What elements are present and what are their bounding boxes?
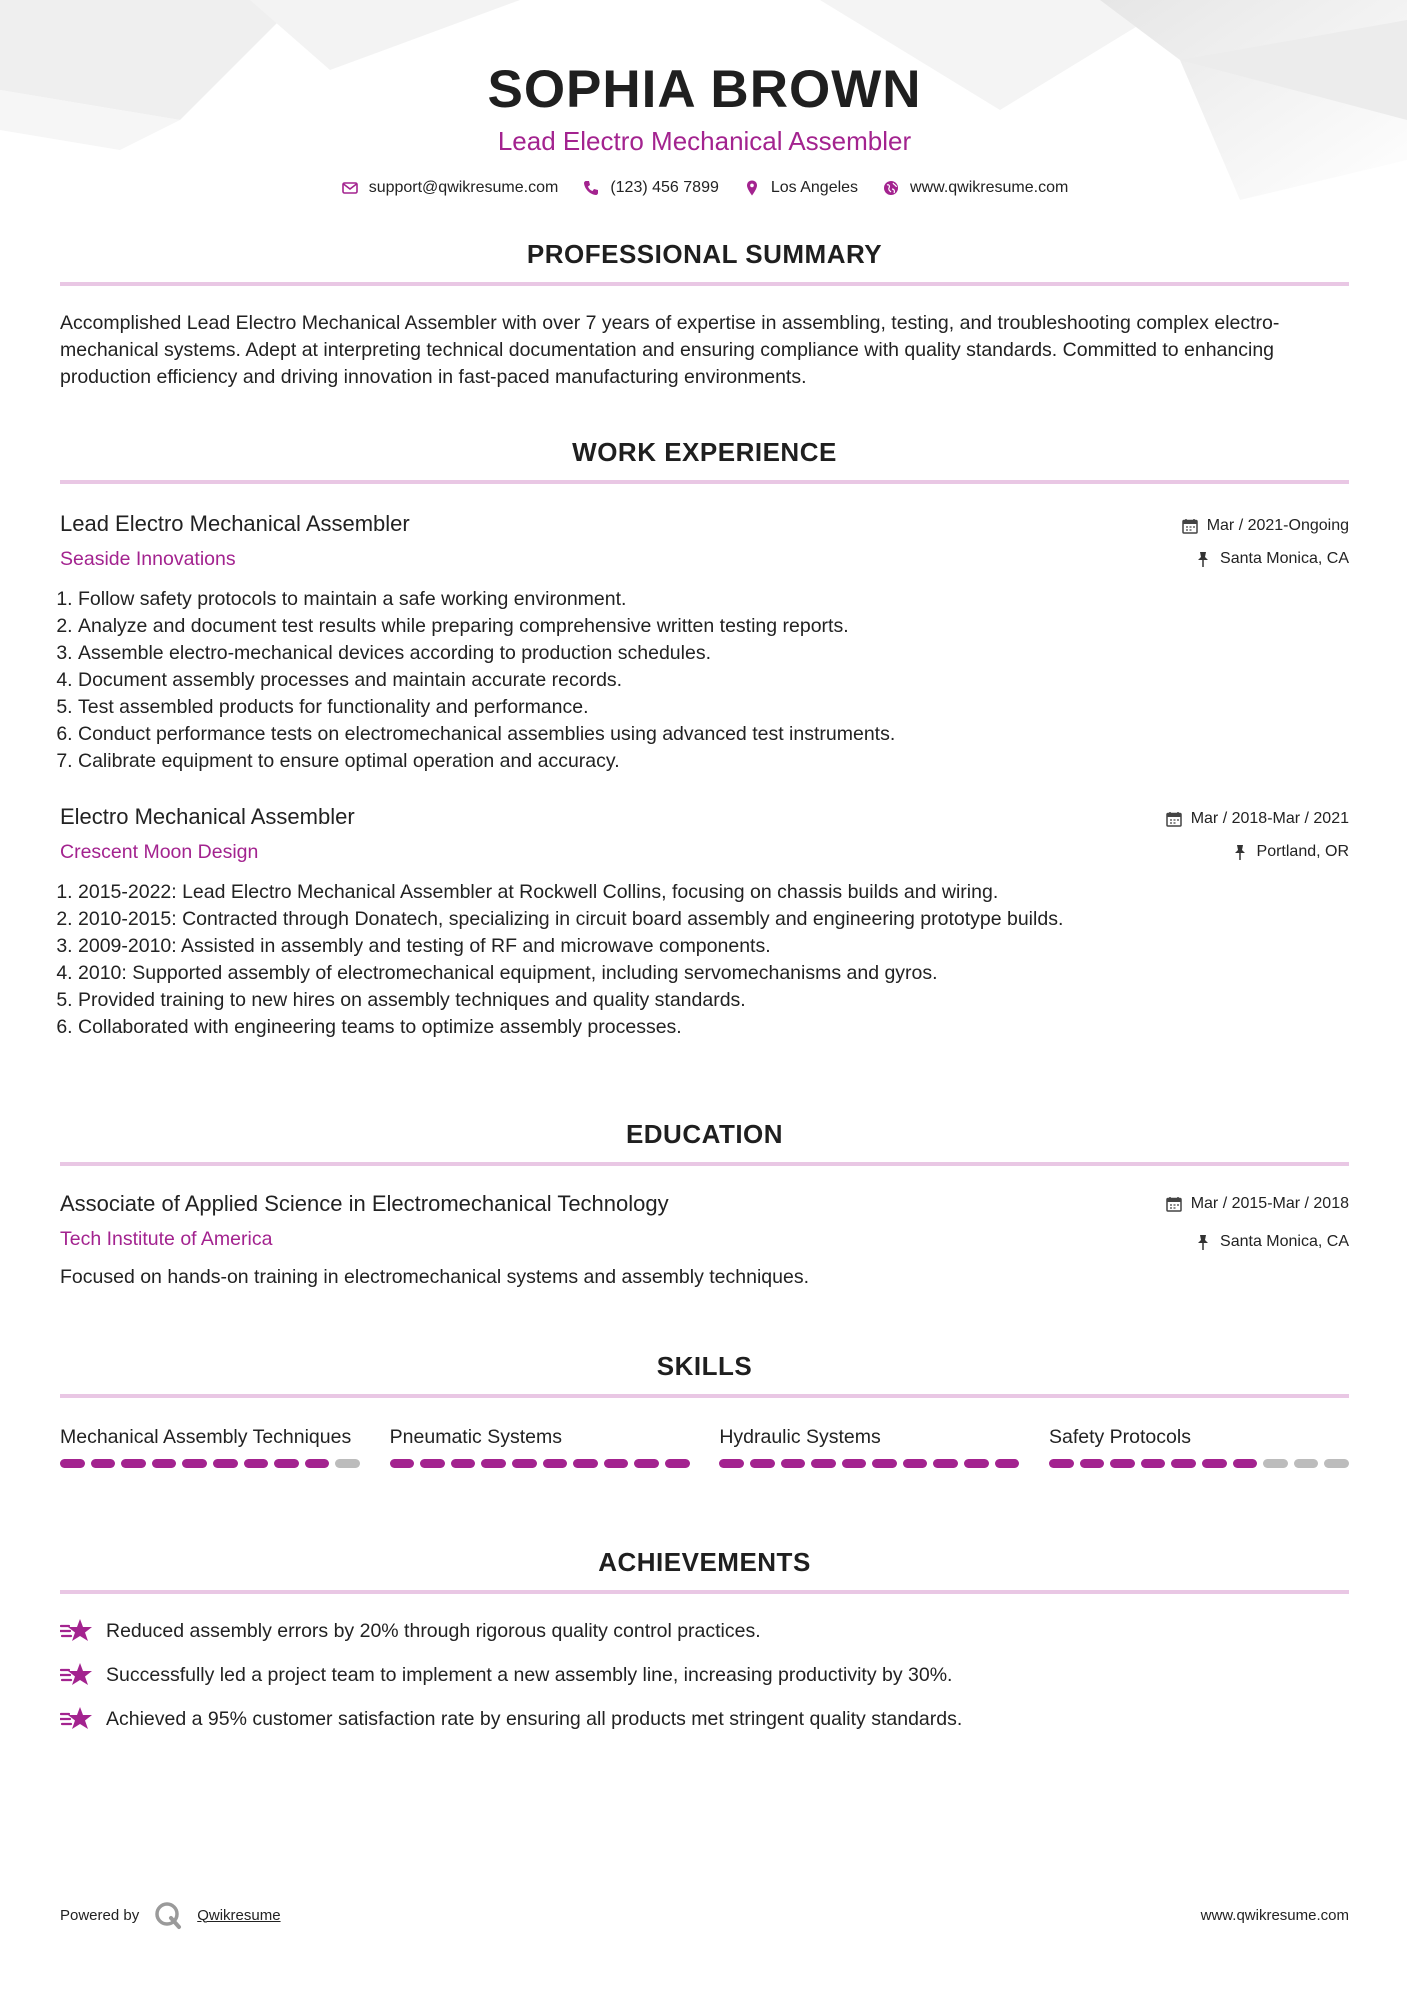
- skill-segment-filled: [964, 1459, 989, 1468]
- education-dates: Mar / 2015-Mar / 2018: [1190, 1195, 1349, 1212]
- skill-segment-filled: [750, 1459, 775, 1468]
- skill-item: [60, 1424, 360, 1468]
- education-description: Focused on hands-on training in electromechanical systems and assembly techniques.: [60, 1266, 809, 1288]
- powered-by: [60, 1900, 281, 1930]
- page-footer: [60, 1900, 1349, 1930]
- map-pin-icon: [743, 179, 761, 197]
- pushpin-icon: [1231, 843, 1249, 861]
- skill-segment-filled: [933, 1459, 958, 1468]
- skill-name: Hydraulic Systems: [719, 1426, 881, 1448]
- skill-name: Pneumatic Systems: [389, 1426, 562, 1448]
- phone-text: (123) 456 7899: [610, 179, 719, 196]
- list-item: 4. 2010: Supported assembly of electromechanical equipment, including servomechanisms and gyros.: [78, 960, 1349, 987]
- star-award-icon: [60, 1705, 94, 1733]
- skill-segment-filled: [1202, 1459, 1227, 1468]
- skill-segment-filled: [995, 1459, 1020, 1468]
- list-item: 1. Follow safety protocols to maintain a safe working environment.: [78, 586, 1349, 613]
- skill-segment-filled: [1233, 1459, 1258, 1468]
- list-item: 3. 2009-2010: Assisted in assembly and testing of RF and microwave components.: [78, 933, 1349, 960]
- skill-segment-filled: [512, 1459, 537, 1468]
- skill-segment-filled: [543, 1459, 568, 1468]
- contact-bar: [60, 179, 1349, 197]
- section-divider: [60, 480, 1349, 484]
- skill-segment-filled: [121, 1459, 146, 1468]
- skill-item: [719, 1424, 1019, 1468]
- skill-segment-empty: [1324, 1459, 1349, 1468]
- list-item: 1. 2015-2022: Lead Electro Mechanical Assembler at Rockwell Collins, focusing on chassis builds and wiring.: [78, 879, 1349, 906]
- section-divider: [60, 1394, 1349, 1398]
- contact-location: [743, 179, 858, 197]
- skills-list: [60, 1424, 1349, 1468]
- job-meta: [1165, 809, 1349, 862]
- achievements-list: [60, 1616, 1349, 1734]
- skill-segment-filled: [1110, 1459, 1135, 1468]
- job-company: Seaside Innovations: [60, 548, 236, 570]
- achievement-text: Successfully led a project team to implement a new assembly line, increasing productivity by 30%.: [106, 1663, 953, 1686]
- phone-icon: [582, 179, 600, 197]
- skill-segment-empty: [1294, 1459, 1319, 1468]
- skill-segment-filled: [274, 1459, 299, 1468]
- summary-section: [60, 238, 1349, 391]
- school-name: Tech Institute of America: [60, 1228, 273, 1250]
- skill-segment-filled: [811, 1459, 836, 1468]
- education-section: [60, 1118, 1349, 1290]
- calendar-icon: [1165, 1195, 1183, 1213]
- section-divider: [60, 1162, 1349, 1166]
- star-award-icon: [60, 1661, 94, 1689]
- contact-email[interactable]: [341, 179, 559, 197]
- list-item: 2. Analyze and document test results while preparing comprehensive written testing reports.: [78, 613, 1349, 640]
- footer-website[interactable]: www.qwikresume.com: [1200, 1906, 1349, 1924]
- skill-segment-filled: [1141, 1459, 1166, 1468]
- skill-segment-filled: [244, 1459, 269, 1468]
- skill-segment-filled: [1080, 1459, 1105, 1468]
- website-text: www.qwikresume.com: [910, 179, 1069, 196]
- list-item: 6. Conduct performance tests on electromechanical assemblies using advanced test instruments.: [78, 721, 1349, 748]
- list-item: 5. Test assembled products for functionality and performance.: [78, 694, 1349, 721]
- job-meta: [1181, 516, 1349, 569]
- summary-text: Accomplished Lead Electro Mechanical Assembler with over 7 years of expertise in assembling, testing, and troubleshooting complex electro-mechanical systems. Adept at interpreting technical documentation and ensuring compliance with quality standards. Committed to enhancing production efficiency and driving innovation in fast-paced manufacturing environments.: [60, 312, 1280, 388]
- email-text: support@qwikresume.com: [368, 179, 559, 196]
- list-item: 3. Assemble electro-mechanical devices according to production schedules.: [78, 640, 1349, 667]
- job-company: Crescent Moon Design: [60, 841, 259, 863]
- skill-segment-filled: [420, 1459, 445, 1468]
- job-entry: [60, 510, 1349, 775]
- skill-segment-filled: [665, 1459, 690, 1468]
- education-entry: [60, 1190, 1349, 1290]
- skills-heading: SKILLS: [656, 1351, 753, 1381]
- skill-name: Mechanical Assembly Techniques: [60, 1426, 352, 1448]
- job-duties-list: [60, 586, 1349, 775]
- achievements-heading: ACHIEVEMENTS: [598, 1547, 811, 1577]
- job-location: Santa Monica, CA: [1220, 550, 1349, 567]
- skill-segment-filled: [481, 1459, 506, 1468]
- skill-segment-filled: [390, 1459, 415, 1468]
- job-dates: Mar / 2021-Ongoing: [1206, 517, 1349, 534]
- contact-website[interactable]: [882, 179, 1068, 197]
- resume-header: [60, 0, 1349, 197]
- skill-segment-empty: [335, 1459, 360, 1468]
- qwikresume-link[interactable]: Qwikresume: [197, 1906, 281, 1924]
- skill-segment-filled: [182, 1459, 207, 1468]
- candidate-role: Lead Electro Mechanical Assembler: [497, 126, 912, 156]
- qwikresume-logo-icon: [153, 1900, 183, 1930]
- section-divider: [60, 282, 1349, 286]
- skill-segment-filled: [1171, 1459, 1196, 1468]
- skill-segment-filled: [305, 1459, 330, 1468]
- skill-segment-filled: [1049, 1459, 1074, 1468]
- skill-level-bar: [1049, 1459, 1349, 1468]
- skill-segment-filled: [152, 1459, 177, 1468]
- skill-segment-filled: [213, 1459, 238, 1468]
- work-experience-heading: WORK EXPERIENCE: [572, 437, 837, 467]
- calendar-icon: [1165, 810, 1183, 828]
- skill-item: [1049, 1424, 1349, 1468]
- list-item: 5. Provided training to new hires on assembly techniques and quality standards.: [78, 987, 1349, 1014]
- skill-segment-filled: [872, 1459, 897, 1468]
- achievement-text: Achieved a 95% customer satisfaction rate by ensuring all products met stringent quality standards.: [106, 1707, 963, 1730]
- skills-section: [60, 1350, 1349, 1468]
- skill-segment-filled: [719, 1459, 744, 1468]
- skill-level-bar: [60, 1459, 360, 1468]
- contact-phone[interactable]: [582, 179, 719, 197]
- list-item: 2. 2010-2015: Contracted through Donatech, specializing in circuit board assembly and engineering prototype builds.: [78, 906, 1349, 933]
- powered-by-label: Powered by: [60, 1906, 140, 1924]
- skill-segment-filled: [60, 1459, 85, 1468]
- education-location: Santa Monica, CA: [1220, 1233, 1349, 1250]
- list-item: [60, 1616, 1349, 1646]
- list-item: [60, 1660, 1349, 1690]
- list-item: 6. Collaborated with engineering teams to optimize assembly processes.: [78, 1014, 1349, 1041]
- resume-page: [60, 0, 1349, 1730]
- skill-segment-filled: [91, 1459, 116, 1468]
- calendar-icon: [1181, 517, 1199, 535]
- skill-level-bar: [719, 1459, 1019, 1468]
- skill-segment-filled: [451, 1459, 476, 1468]
- skill-segment-filled: [781, 1459, 806, 1468]
- job-duties-list: [60, 879, 1349, 1041]
- summary-heading: PROFESSIONAL SUMMARY: [526, 239, 883, 269]
- education-meta: [1165, 1194, 1349, 1252]
- education-heading: EDUCATION: [625, 1119, 784, 1149]
- job-entry: [60, 803, 1349, 1041]
- skill-name: Safety Protocols: [1048, 1426, 1191, 1448]
- pushpin-icon: [1194, 550, 1212, 568]
- job-dates: Mar / 2018-Mar / 2021: [1190, 810, 1349, 827]
- list-item: [60, 1704, 1349, 1734]
- job-location: Portland, OR: [1256, 843, 1349, 860]
- globe-icon: [882, 179, 900, 197]
- job-title: Lead Electro Mechanical Assembler: [60, 511, 410, 536]
- list-item: 7. Calibrate equipment to ensure optimal operation and accuracy.: [78, 748, 1349, 775]
- skill-segment-empty: [1263, 1459, 1288, 1468]
- skill-item: [390, 1424, 690, 1468]
- section-divider: [60, 1590, 1349, 1594]
- skill-segment-filled: [634, 1459, 659, 1468]
- achievement-text: Reduced assembly errors by 20% through rigorous quality control practices.: [106, 1619, 761, 1642]
- skill-level-bar: [390, 1459, 690, 1468]
- pushpin-icon: [1194, 1233, 1212, 1251]
- skill-segment-filled: [903, 1459, 928, 1468]
- skill-segment-filled: [573, 1459, 598, 1468]
- list-item: 4. Document assembly processes and maintain accurate records.: [78, 667, 1349, 694]
- star-award-icon: [60, 1617, 94, 1645]
- achievements-section: [60, 1546, 1349, 1748]
- skill-segment-filled: [604, 1459, 629, 1468]
- work-experience-section: [60, 436, 1349, 1041]
- degree-title: Associate of Applied Science in Electromechanical Technology: [60, 1191, 669, 1216]
- candidate-name: SOPHIA BROWN: [487, 60, 922, 119]
- skill-segment-filled: [842, 1459, 867, 1468]
- job-title: Electro Mechanical Assembler: [60, 804, 355, 829]
- envelope-icon: [341, 179, 359, 197]
- location-text: Los Angeles: [770, 179, 859, 196]
